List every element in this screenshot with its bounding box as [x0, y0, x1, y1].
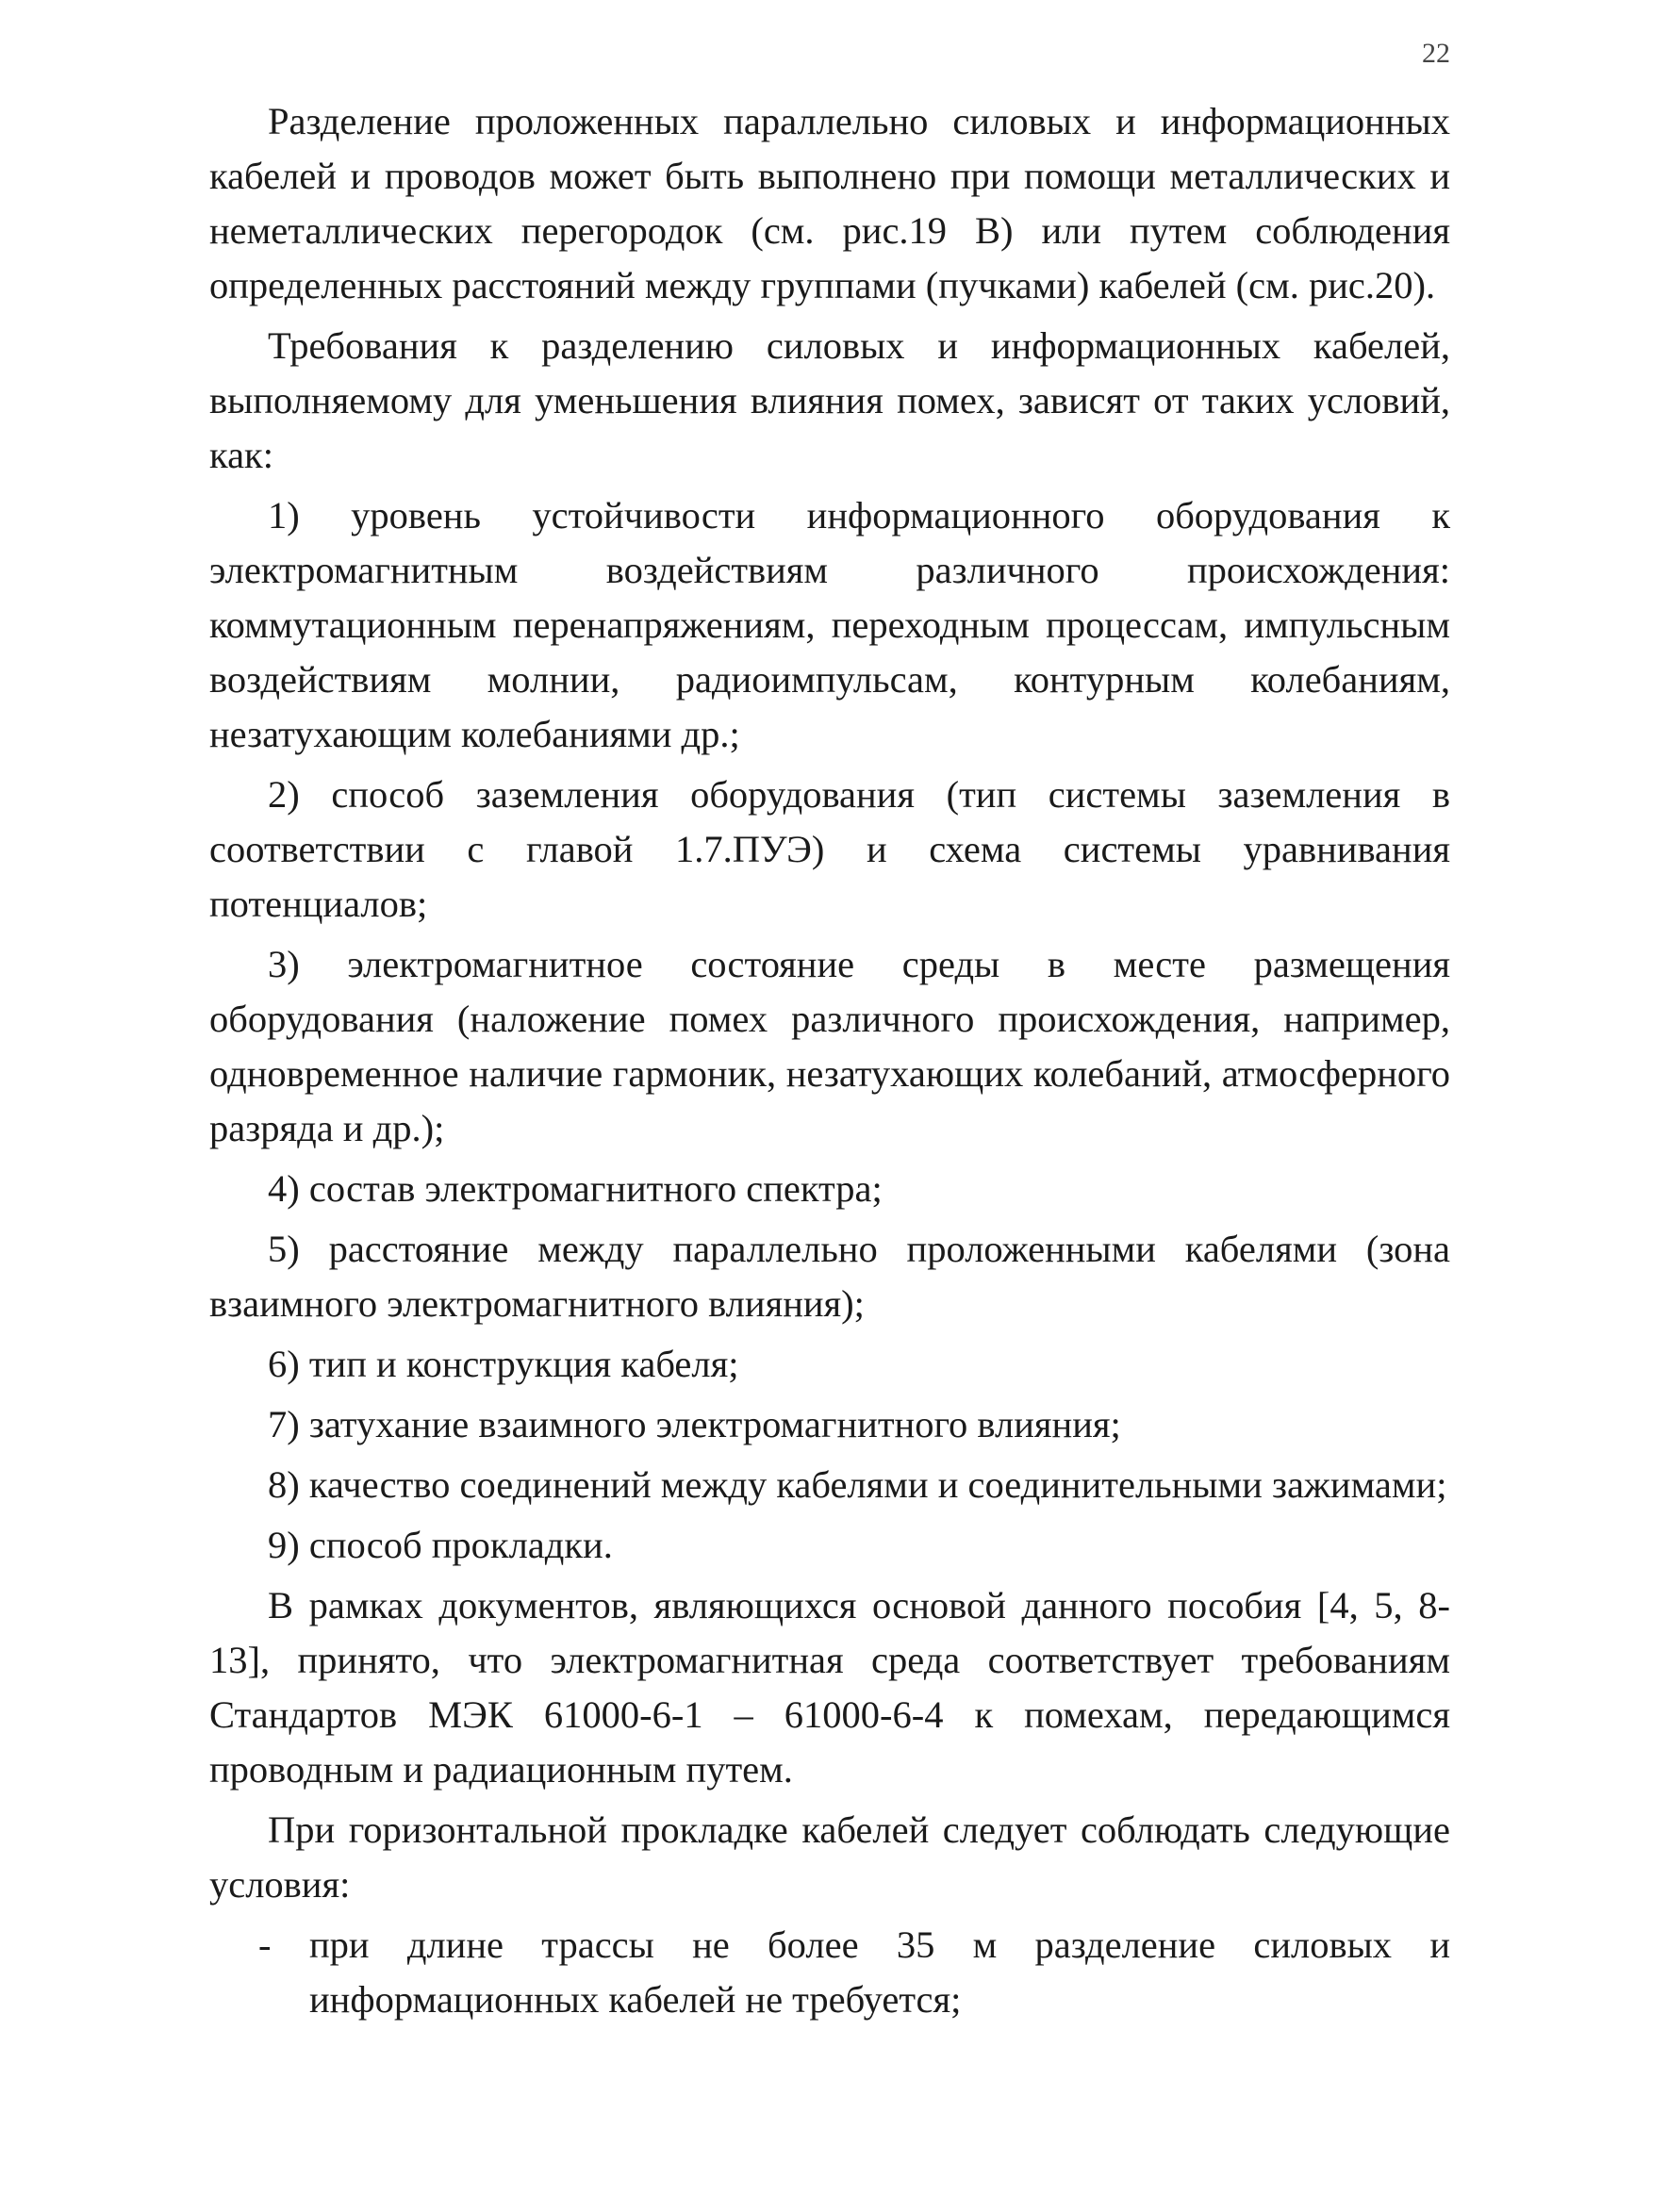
paragraph-separation-requirements: Требования к разделению силовых и информационных кабелей, выполняемому для уменьшения влияния помех, зависят от таких условий, как:: [209, 324, 1450, 476]
list-item-6: 6) тип и конструкция кабеля;: [268, 1343, 739, 1385]
list-item-3: 3) электромагнитное состояние среды в месте размещения оборудования (наложение помех различного происхождения, например, одновременное наличие гармоник, незатухающих колебаний, атмосферного разряда и др.);: [209, 943, 1450, 1149]
dash-marker: -: [258, 1923, 272, 1966]
document-body: [209, 94, 1450, 2027]
dash-list-item: [209, 1918, 1450, 2027]
list-item-2: 2) способ заземления оборудования (тип системы заземления в соответствии с главой 1.7.ПУЭ) и схема системы уравнивания потенциалов;: [209, 773, 1450, 925]
list-item-8: 8) качество соединений между кабелями и соединительными зажимами;: [268, 1463, 1447, 1506]
list-item-9: 9) способ прокладки.: [268, 1524, 613, 1566]
page-number: 22: [1422, 38, 1450, 69]
dash-list-item-text: при длине трассы не более 35 м разделение силовых и информационных кабелей не требуется;: [309, 1923, 1450, 2021]
list-item-4: 4) состав электромагнитного спектра;: [268, 1167, 883, 1210]
paragraph-iec-standards: В рамках документов, являющихся основой данного пособия [4, 5, 8-13], принято, что электромагнитная среда соответствует требованиям Стандартов МЭК 61000-6-1 – 61000-6-4 к помехам, передающимся проводным и радиационным путем.: [209, 1584, 1450, 1791]
list-item-5: 5) расстояние между параллельно проложенными кабелями (зона взаимного электромагнитного влияния);: [209, 1228, 1450, 1325]
list-item-7: 7) затухание взаимного электромагнитного влияния;: [268, 1403, 1121, 1445]
paragraph-cable-separation: Разделение проложенных параллельно силовых и информационных кабелей и проводов может быть выполнено при помощи металлических и неметаллических перегородок (см. рис.19 В) или путем соблюдения определенных расстояний между группами (пучками) кабелей (см. рис.20).: [209, 100, 1450, 306]
list-item-1: 1) уровень устойчивости информационного оборудования к электромагнитным воздействиям различного происхождения: коммутационным перенапряжениям, переходным процессам, импульсным воздействиям молнии, радиоимпульсам, контурным колебаниям, незатухающим колебаниями др.;: [209, 494, 1450, 755]
paragraph-horizontal-laying: При горизонтальной прокладке кабелей следует соблюдать следующие условия:: [209, 1808, 1450, 1906]
